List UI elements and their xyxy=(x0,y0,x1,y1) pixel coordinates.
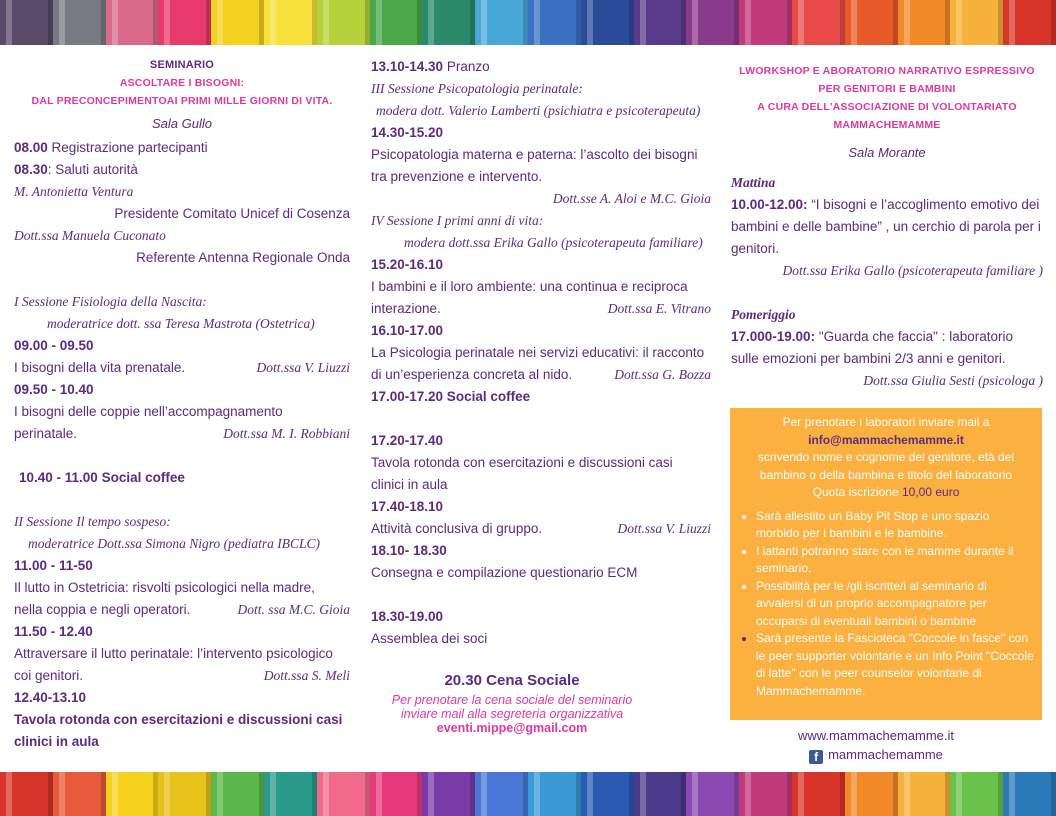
talk-text: Attraversare il lutto perinatale: l’intervento psicologico xyxy=(14,646,333,661)
chalk-stick xyxy=(158,772,211,816)
talk-text: tra prevenzione e intervento. xyxy=(371,169,543,184)
schedule-item: 13.10-14.30 Pranzo xyxy=(371,59,490,74)
talk-text: Tavola rotonda con esercitazioni e discussioni casi xyxy=(371,455,673,470)
chalk-stick xyxy=(317,0,370,45)
chalk-stick xyxy=(211,772,264,816)
talk-text: Il lutto in Ostetricia: risvolti psicologici nella madre, xyxy=(14,580,315,595)
chalk-stick xyxy=(581,772,634,816)
afternoon-label: Pomeriggio xyxy=(731,307,796,322)
session-moderator: modera dott. Valerio Lamberti (psichiatra e psicoterapeuta) xyxy=(376,103,701,118)
chalk-stick xyxy=(739,0,792,45)
talk-time: 17.40-18.10 xyxy=(371,499,444,514)
talk-row: perinatale. Dott.ssa M. I. Robbiani xyxy=(14,426,350,441)
dinner-email-link[interactable]: eventi.mippe@gmail.com xyxy=(436,721,588,735)
talk-time: 16.10-17.00 xyxy=(371,323,444,338)
afternoon-activity: 17.000-19.00: "Guarda che faccia" : laboratorio sulle emozioni per bambini 2/3 anni e genitori. xyxy=(731,329,1014,366)
talk-row: interazione. Dott.ssa E. Vitrano xyxy=(371,301,711,316)
morning-speaker: Dott.ssa Erika Gallo (psicoterapeuta familiare ) xyxy=(782,263,1043,278)
chalk-stick xyxy=(845,772,898,816)
talk-text: Assemblea dei soci xyxy=(371,631,488,646)
talk-text: I bambini e il loro ambiente: una continua e reciproca xyxy=(371,279,688,294)
workshop-title-1: LWORKSHOP E ABORATORIO NARRATIVO ESPRESSIVO xyxy=(739,65,1035,77)
talk-time: 18.30-19.00 xyxy=(371,609,444,624)
chalk-stick xyxy=(686,0,739,45)
chalk-stick xyxy=(950,772,1003,816)
chalk-stick xyxy=(370,772,423,816)
dinner-title: 20.30 Cena Sociale xyxy=(444,672,580,689)
chalk-stick xyxy=(1003,772,1056,816)
speaker-name: M. Antonietta Ventura xyxy=(14,184,134,199)
chalk-stick xyxy=(634,772,687,816)
talk-text: Consegna e compilazione questionario ECM xyxy=(371,565,638,580)
chalk-stick xyxy=(898,772,951,816)
list-item: • I lattanti potranno stare con le mamme durante il seminario. xyxy=(756,543,1036,578)
session-title: IV Sessione I primi anni di vita: xyxy=(371,213,544,228)
chalk-stick xyxy=(370,0,423,45)
afternoon-speaker: Dott.ssa Giulia Sesti (psicologa ) xyxy=(863,373,1043,388)
dinner-line: Per prenotare la cena sociale del seminario xyxy=(391,693,633,707)
talk-time: 17.20-17.40 xyxy=(371,433,444,448)
talk-text: Psicopatologia materna e paterna: l’ascolto dei bisogni xyxy=(371,147,698,162)
talk-row: I bisogni della vita prenatale. Dott.ssa V. Liuzzi xyxy=(14,360,350,375)
talk-text: clinici in aula xyxy=(371,477,448,492)
coffee-break: 17.00-17.20 Social coffee xyxy=(371,389,531,404)
workshop-title-2: PER GENITORI E BAMBINI xyxy=(818,83,956,95)
speaker-role: Referente Antenna Regionale Onda xyxy=(136,250,350,265)
chalk-stick xyxy=(106,0,159,45)
afternoon-column xyxy=(371,56,711,650)
coffee-break: 10.40 - 11.00 Social coffee xyxy=(19,470,185,485)
list-item: • Possibilità per le /gli iscritte/i al seminario di avvalersi di un proprio accompagnatore per occuparsi di eventuali bambini o bambine xyxy=(756,578,1036,631)
facebook-link[interactable]: f mammachemamme xyxy=(731,747,1021,764)
chalk-stick xyxy=(845,0,898,45)
seminar-column xyxy=(14,56,350,753)
chalk-stick xyxy=(475,772,528,816)
speaker-role: Presidente Comitato Unicef di Cosenza xyxy=(114,206,350,221)
list-item: • Sarà allestito un Baby Pit Stop e uno spazio morbido per i bambini e le bambine. xyxy=(756,508,1036,543)
booking-fee: Quota iscrizione 10,00 euro xyxy=(812,485,960,499)
chalk-stick xyxy=(792,0,845,45)
talk-time: 11.50 - 12.40 xyxy=(14,624,93,639)
session-moderator: moderatrice Dott.ssa Simona Nigro (pediatra IBCLC) xyxy=(28,536,320,551)
social-dinner xyxy=(371,672,653,735)
chalk-stick xyxy=(211,0,264,45)
schedule-item: 08.30: Saluti autorità xyxy=(14,162,138,177)
chalk-stick xyxy=(53,0,106,45)
talk-row: nella coppia e negli operatori. Dott. ssa M.C. Gioia xyxy=(14,602,350,617)
talk-text: clinici in aula xyxy=(14,734,99,749)
chalk-band-bottom xyxy=(0,772,1056,816)
session-title: III Sessione Psicopatologia perinatale: xyxy=(371,81,583,96)
workshop-title-4: MAMMACHEMAMME xyxy=(833,119,941,131)
chalk-stick xyxy=(106,772,159,816)
talk-time: 11.00 - 11-50 xyxy=(14,558,93,573)
facebook-icon: f xyxy=(809,750,823,764)
morning-activity: 10.00-12.00: “I bisogni e l’accoglimento emotivo dei bambini e delle bambine” , un cerchio di parola per i genitori. xyxy=(731,197,1041,256)
room-label: Sala Gullo xyxy=(152,116,212,131)
talk-time: 09.50 - 10.40 xyxy=(14,382,94,397)
chalk-stick xyxy=(634,0,687,45)
workshop-column xyxy=(731,62,1043,392)
chalk-stick xyxy=(264,0,317,45)
dinner-line: inviare mail alla segreteria organizzativa xyxy=(400,707,624,721)
chalk-stick xyxy=(422,772,475,816)
workshop-title-3: A CURA DELL'ASSOCIAZIONE DI VOLONTARIATO xyxy=(757,101,1017,113)
talk-text: Tavola rotonda con esercitazioni e discussioni casi xyxy=(14,712,343,727)
chalk-stick xyxy=(739,772,792,816)
chalk-band-top xyxy=(0,0,1056,45)
talk-row: Attività conclusiva di gruppo. Dott.ssa V. Liuzzi xyxy=(371,521,711,536)
chalk-stick xyxy=(792,772,845,816)
talk-text: I bisogni delle coppie nell’accompagnamento xyxy=(14,404,283,419)
chalk-stick xyxy=(686,772,739,816)
services-list xyxy=(736,508,1036,701)
seminar-title-1: SEMINARIO xyxy=(149,59,215,71)
chalk-stick xyxy=(950,0,1003,45)
talk-time: 18.10- 18.30 xyxy=(371,543,447,558)
list-item: • Sarà presente la Fascioteca "Coccole in fasce" con le peer supporter volontarie e un Info Point "Coccole di latte" con le peer counselor volontarie di Mammachemamme. xyxy=(756,630,1036,700)
chalk-stick xyxy=(475,0,528,45)
booking-info-box xyxy=(730,408,1042,720)
chalk-stick xyxy=(53,772,106,816)
chalk-stick xyxy=(0,772,53,816)
chalk-stick xyxy=(264,772,317,816)
chalk-stick xyxy=(0,0,53,45)
seminar-title-3: DAL PRECONCEPIMENTOAI PRIMI MILLE GIORNI DI VITA. xyxy=(31,95,333,107)
chalk-stick xyxy=(422,0,475,45)
booking-instructions: scrivendo nome e cognome del genitore, età del bambino o della bambina e titolo del laboratorio xyxy=(757,450,1015,482)
session-title: I Sessione Fisiologia della Nascita: xyxy=(14,294,207,309)
morning-label: Mattina xyxy=(731,175,776,190)
chalk-stick xyxy=(528,772,581,816)
seminar-title-2: ASCOLTARE I BISOGNI: xyxy=(119,77,245,89)
talk-time: 14.30-15.20 xyxy=(371,125,444,140)
chalk-stick xyxy=(581,0,634,45)
talk-time: 09.00 - 09.50 xyxy=(14,338,94,353)
session-moderator: modera dott.ssa Erika Gallo (psicoterapeuta familiare) xyxy=(404,235,703,250)
talk-row: coi genitori. Dott.ssa S. Meli xyxy=(14,668,350,683)
chalk-stick xyxy=(317,772,370,816)
speaker-name: Dott.ssa Manuela Cuconato xyxy=(14,228,166,243)
chalk-stick xyxy=(898,0,951,45)
session-moderator: moderatrice dott. ssa Teresa Mastrota (Ostetrica) xyxy=(47,316,315,331)
website-link[interactable]: www.mammachemamme.it xyxy=(797,728,955,743)
talk-text: La Psicologia perinatale nei servizi educativi: il racconto xyxy=(371,345,705,360)
talk-time: 12.40-13.10 xyxy=(14,690,87,705)
booking-email-link[interactable]: info@mammachemamme.it xyxy=(808,432,964,447)
talk-row: di un’esperienza concreta al nido. Dott.ssa G. Bozza xyxy=(371,367,711,382)
talk-time: 15.20-16.10 xyxy=(371,257,444,272)
chalk-stick xyxy=(528,0,581,45)
booking-line: Per prenotare i laboratori inviare mail a xyxy=(782,415,990,429)
talk-speaker: Dott.sse A. Aloi e M.C. Gioia xyxy=(552,191,711,206)
schedule-item: 08.00 Registrazione partecipanti xyxy=(14,140,208,155)
room-label: Sala Morante xyxy=(848,145,926,160)
chalk-stick xyxy=(1003,0,1056,45)
session-title: II Sessione Il tempo sospeso: xyxy=(14,514,171,529)
chalk-stick xyxy=(158,0,211,45)
